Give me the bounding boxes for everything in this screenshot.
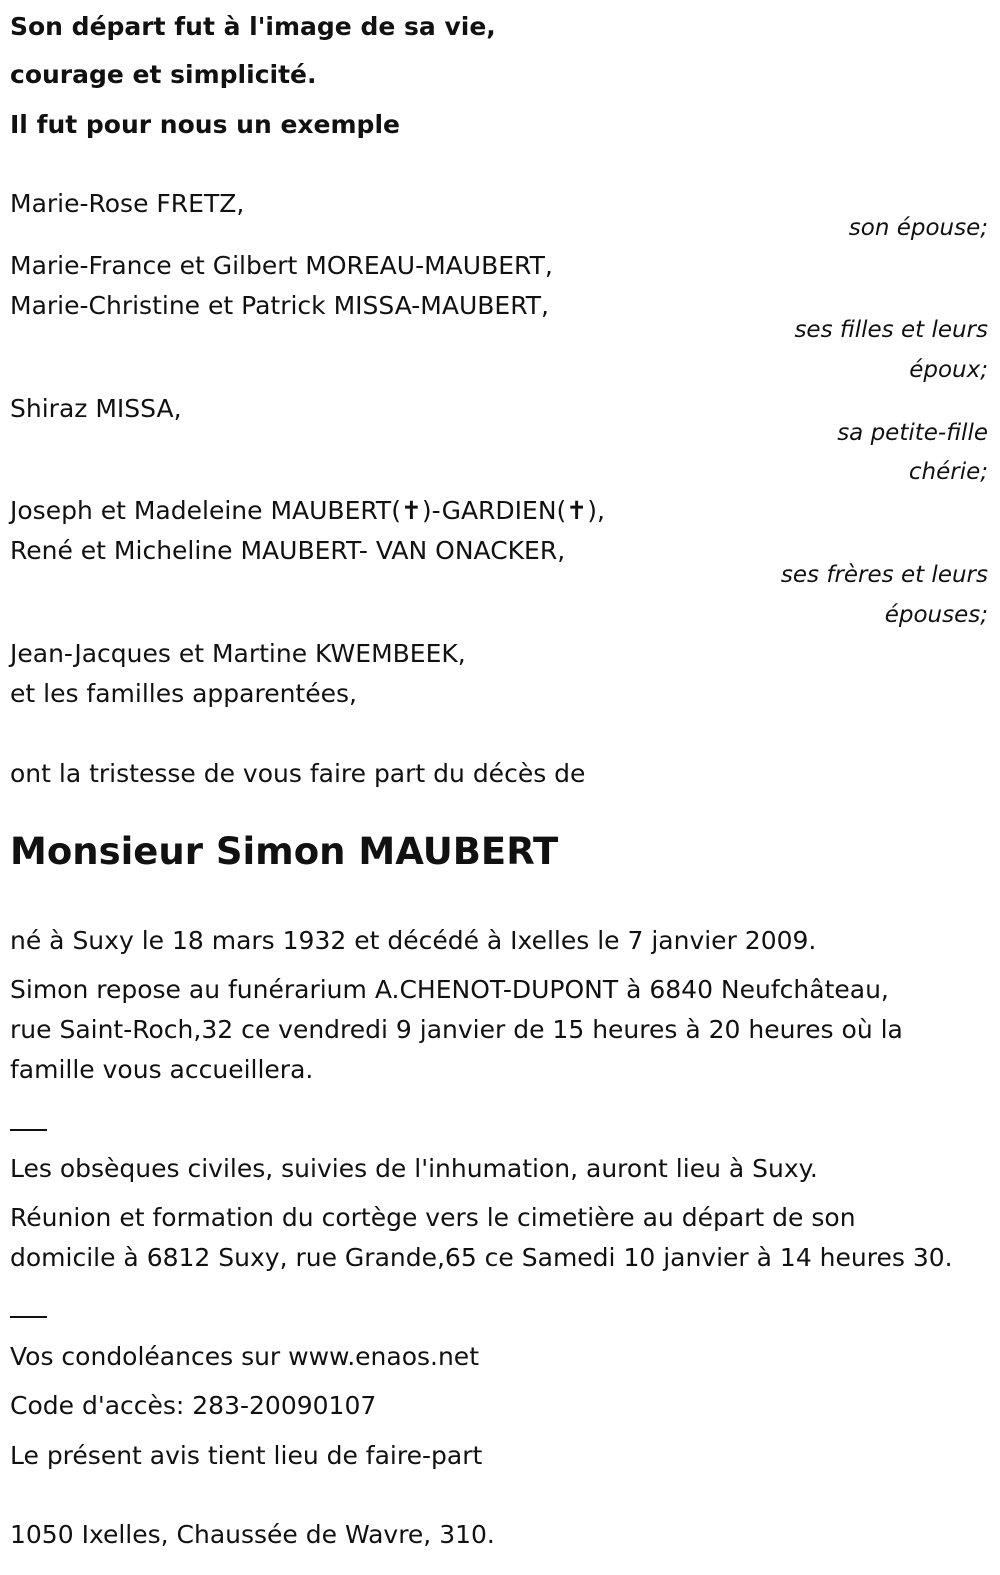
spouse-role: son épouse; — [848, 215, 988, 241]
separator-2 — [10, 1316, 47, 1318]
granddaughter-role-line-2: chérie; — [908, 459, 988, 485]
repose-line-1: Simon repose au funérarium A.CHENOT-DUPONT à 6840 Neufchâteau, — [10, 975, 889, 1004]
separator-1 — [10, 1129, 47, 1131]
spouse-name: Marie-Rose FRETZ, — [10, 189, 245, 218]
repose-line-2: rue Saint-Roch,32 ce vendredi 9 janvier de 15 heures à 20 heures où la — [10, 1015, 903, 1044]
other-family-1: Jean-Jacques et Martine KWEMBEEK, — [10, 639, 466, 668]
obseques-line: Les obsèques civiles, suivies de l'inhumation, auront lieu à Suxy. — [10, 1154, 818, 1183]
brothers-role-line-1: ses frères et leurs — [780, 562, 988, 588]
brothers-role-line-2: épouses; — [884, 602, 988, 628]
announcement-text: ont la tristesse de vous faire part du décès de — [10, 759, 586, 788]
condoleances-line: Vos condoléances sur www.enaos.net — [10, 1342, 479, 1371]
reunion-line-1: Réunion et formation du cortège vers le cimetière au départ de son — [10, 1203, 856, 1232]
daughter-couple-1: Marie-France et Gilbert MOREAU-MAUBERT, — [10, 251, 553, 280]
epigraph-line-3: Il fut pour nous un exemple — [10, 110, 400, 139]
birth-death-line: né à Suxy le 18 mars 1932 et décédé à Ixelles le 7 janvier 2009. — [10, 926, 817, 955]
daughter-couple-2: Marie-Christine et Patrick MISSA-MAUBERT, — [10, 291, 549, 320]
reunion-line-2: domicile à 6812 Suxy, rue Grande,65 ce Samedi 10 janvier à 14 heures 30. — [10, 1243, 953, 1272]
deceased-name: Monsieur Simon MAUBERT — [10, 830, 559, 873]
brother-couple-2: René et Micheline MAUBERT- VAN ONACKER, — [10, 536, 566, 565]
access-code-line: Code d'accès: 283-20090107 — [10, 1391, 377, 1420]
granddaughter-role-line-1: sa petite-fille — [837, 420, 988, 446]
repose-line-3: famille vous accueillera. — [10, 1055, 314, 1084]
granddaughter-name: Shiraz MISSA, — [10, 394, 182, 423]
address-line: 1050 Ixelles, Chaussée de Wavre, 310. — [10, 1520, 495, 1549]
epigraph-line-2: courage et simplicité. — [10, 60, 317, 89]
brother-couple-1: Joseph et Madeleine MAUBERT(✝)-GARDIEN(✝), — [10, 496, 605, 525]
epigraph-line-1: Son départ fut à l'image de sa vie, — [10, 12, 496, 41]
daughters-role-line-1: ses filles et leurs — [794, 317, 988, 343]
daughters-role-line-2: époux; — [909, 357, 988, 383]
notice-line: Le présent avis tient lieu de faire-part — [10, 1441, 483, 1470]
other-family-2: et les familles apparentées, — [10, 679, 357, 708]
